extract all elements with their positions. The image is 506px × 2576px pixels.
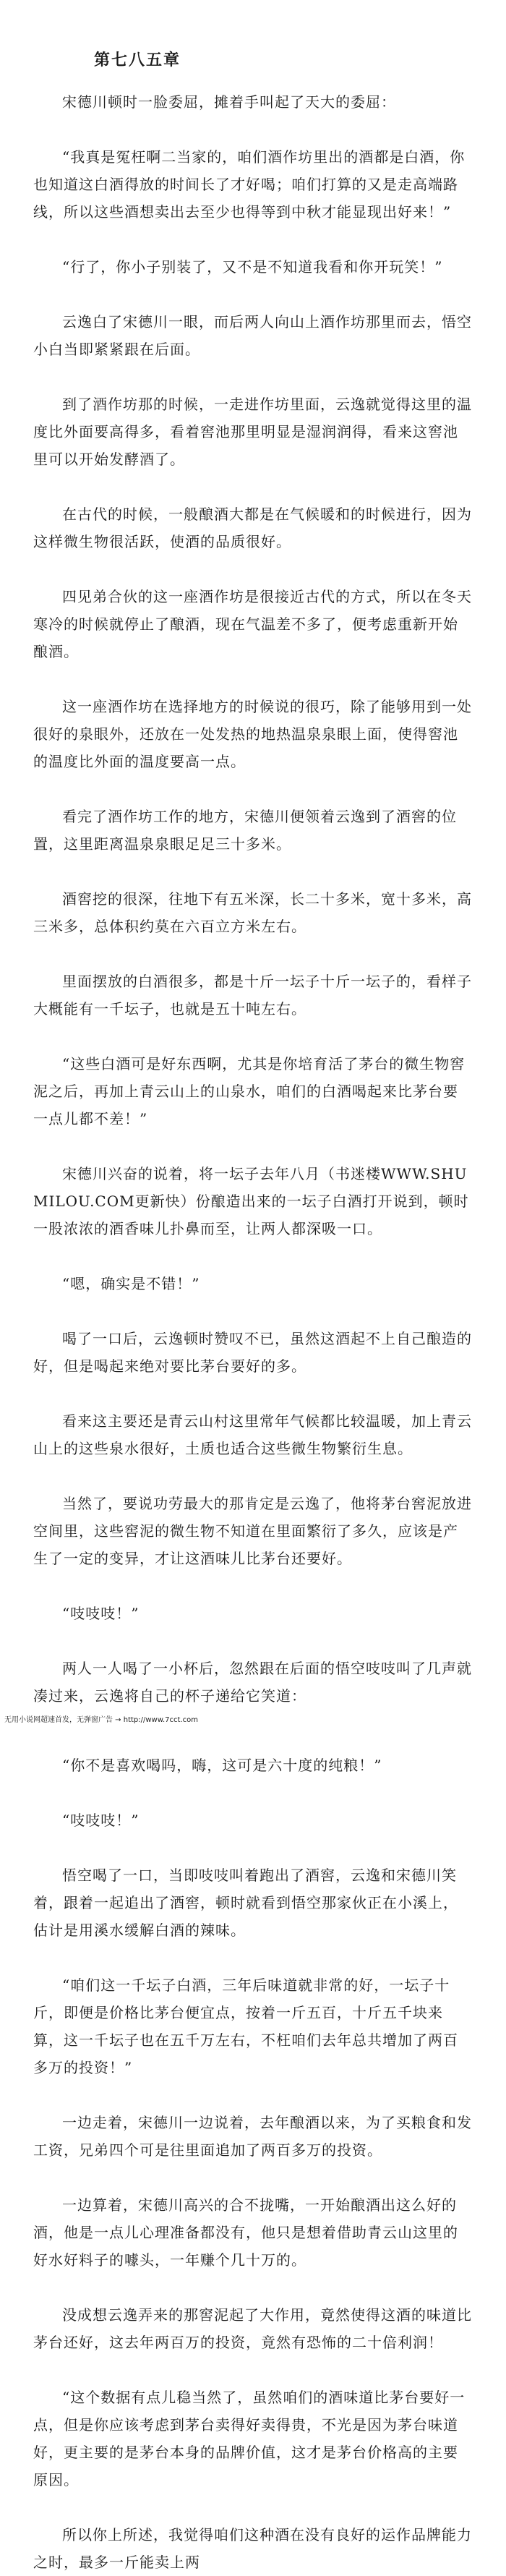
paragraph: “嗯，确实是不错！” xyxy=(62,1275,200,1292)
paragraph: 这一座酒作坊在选择地方的时候说的很巧，除了能够用到一处很好的泉眼外，还放在一处发热的地热温泉泉眼上面，使得窖池的温度比外面的温度要高一点。 xyxy=(33,698,472,770)
paragraph: 一边算着，宋德川高兴的合不拢嘴，一开始酿酒出这么好的酒，他是一点儿心理准备都没有，他只是想着借助青云山这里的好水好料子的噱头，一年赚个几十万的。 xyxy=(33,2196,458,2269)
paragraph: 看来这主要还是青云山村这里常年气候都比较温暖，加上青云山上的这些泉水很好，土质也适合这些微生物繁衍生息。 xyxy=(33,1412,472,1457)
paragraph: 看完了酒作坊工作的地方，宋德川便领着云逸到了酒窖的位置，这里距离温泉泉眼足足三十多米。 xyxy=(33,808,457,853)
paragraph: “吱吱吱！” xyxy=(62,1605,140,1622)
chapter-title: 第七八五章 xyxy=(94,51,181,69)
paragraph: “我真是冤枉啊二当家的，咱们酒作坊里出的酒都是白酒，你也知道这白酒得放的时间长了才好喝；咱们打算的又是走高端路线，所以这些酒想卖出去至少也得等到中秋才能显现出好来！” xyxy=(33,148,466,221)
paragraph: “行了，你小子别装了，又不是不知道我看和你开玩笑！” xyxy=(62,258,443,276)
paragraph: 喝了一口后，云逸顿时赞叹不已，虽然这酒起不上自己酿造的好，但是喝起来绝对要比茅台要好的多。 xyxy=(33,1330,472,1375)
paragraph-with-site-watermark: 宋德川兴奋的说着，将一坛子去年八月（书迷楼WWW.SHUMILOU.COM更新快）份酿造出来的一坛子白酒打开说到，顿时一股浓浓的酒香味儿扑鼻而至，让两人都深吸一口。 xyxy=(33,1165,469,1237)
paragraph: “吱吱吱！” xyxy=(62,1812,140,1829)
paragraph: 宋德川顿时一脸委屈，摊着手叫起了天大的委屈： xyxy=(62,93,396,111)
paragraph: “这个数据有点儿稳当然了，虽然咱们的酒味道比茅台要好一点，但是你应该考虑到茅台卖得好卖得贵，不光是因为茅台味道好，更主要的是茅台本身的品牌价值，这才是茅台价格高的主要原因。 xyxy=(33,2389,466,2488)
paragraph: 两人一人喝了一小杯后，忽然跟在后面的悟空吱吱叫了几声就凑过来，云逸将自己的杯子递给它笑道： xyxy=(33,1660,472,1705)
paragraph: 一边走着，宋德川一边说着，去年酿酒以来，为了买粮食和发工资，兄弟四个可是往里面追加了两百多万的投资。 xyxy=(33,2114,472,2159)
paragraph: 到了酒作坊那的时候，一走进作坊里面，云逸就觉得这里的温度比外面要高得多，看着窖池那里明显是湿润润得，看来这窖池里可以开始发酵酒了。 xyxy=(33,396,472,468)
chapter-body xyxy=(4,88,473,2576)
paragraph: 酒窖挖的很深，往地下有五米深，长二十多米，宽十多米，高三米多，总体积约莫在六百立方米左右。 xyxy=(33,890,472,935)
paragraph: 云逸白了宋德川一眼，而后两人向山上酒作坊那里而去，悟空小白当即紧紧跟在后面。 xyxy=(33,313,472,358)
paragraph: 所以你上所述，我觉得咱们这种酒在没有良好的运作品牌能力之时，最多一斤能卖上两 xyxy=(33,2526,472,2571)
paragraph: 当然了，要说功劳最大的那肯定是云逸了，他将茅台窖泥放进空间里，这些窖泥的微生物不知道在里面繁衍了多久，应该是产生了一定的变异，才让这酒味儿比茅台还要好。 xyxy=(33,1495,472,1567)
paragraph: “你不是喜欢喝吗，嗨，这可是六十度的纯粮！” xyxy=(62,1757,382,1774)
paragraph: 在古代的时候，一般酿酒大都是在气候暖和的时候进行，因为这样微生物很活跃，使酒的品质很好。 xyxy=(33,506,472,550)
paragraph: “咱们这一千坛子白酒，三年后味道就非常的好，一坛子十斤，即便是价格比茅台便宜点，按着一斤五百，十斤五千块来算，这一千坛子也在五千万左右，不枉咱们去年总共增加了两百多万的投资！” xyxy=(33,1976,458,2076)
paragraph: 没成想云逸弄来的那窖泥起了大作用，竟然使得这酒的味道比茅台还好，这去年两百万的投资，竟然有恐怖的二十倍利润！ xyxy=(33,2306,472,2351)
paragraph: 悟空喝了一口，当即吱吱叫着跑出了酒窖，云逸和宋德川笑着，跟着一起追出了酒窖，顿时就看到悟空那家伙正在小溪上，估计是用溪水缓解白酒的辣味。 xyxy=(33,1867,458,1939)
paragraph: 里面摆放的白酒很多，都是十斤一坛子十斤一坛子的，看样子大概能有一千坛子，也就是五十吨左右。 xyxy=(33,973,472,1018)
paragraph: 四见弟合伙的这一座酒作坊是很接近古代的方式，所以在冬天寒冷的时候就停止了酿酒，现在气温差不多了，便考虑重新开始酿酒。 xyxy=(33,588,472,660)
site-banner-text: 无用小说网超速首发，无弹窗广告 → http://www.7cct.com xyxy=(4,1716,198,1724)
paragraph: “这些白酒可是好东西啊，尤其是你培育活了茅台的微生物窖泥之后，再加上青云山上的山泉水，咱们的白酒喝起来比茅台要一点儿都不差！” xyxy=(33,1055,466,1127)
